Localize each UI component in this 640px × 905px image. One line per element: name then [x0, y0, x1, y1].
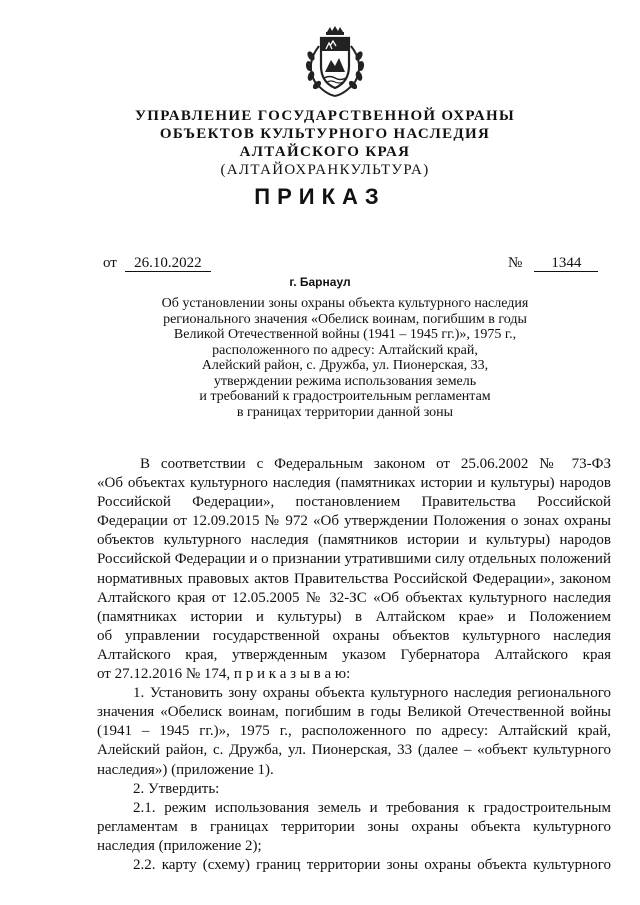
order-title [150, 296, 540, 420]
organization-name-line: ОБЪЕКТОВ КУЛЬТУРНОГО НАСЛЕДИЯ [159, 126, 491, 142]
body-text-line: «Об объектах культурного наследия (памятниках истории и культуры) народов [97, 475, 611, 492]
number-prefix: № [508, 255, 523, 271]
body-text-line: 2.2. карту (схему) границ территории зоны охраны объекта культурного [133, 856, 611, 873]
body-text-line: наследия (приложение 2); [97, 837, 262, 854]
title-line: и требований к градостроительным регламентам [199, 389, 491, 404]
order-number [508, 255, 598, 272]
body-text-line: Алейский район, с. Дружба, ул. Пионерская, 33 (далее – «объект культурного [97, 742, 611, 759]
title-line: Великой Отечественной войны (1941 – 1945 гг.)», 1975 г., [173, 327, 517, 342]
city: г. Барнаул [289, 275, 351, 289]
body-text-line: нормативных правовых актов Правительства Российской Федерации», законом [97, 570, 611, 587]
coat-of-arms-icon [297, 24, 373, 100]
date-prefix: от [103, 255, 117, 271]
body-text-line: Алтайского края, утвержденным указом Губернатора Алтайского края [97, 646, 611, 663]
organization-name-line: УПРАВЛЕНИЕ ГОСУДАРСТВЕННОЙ ОХРАНЫ [134, 108, 516, 124]
body-text-line: Федерации от 12.09.2015 № 972 «Об утверждении Положения о зонах охраны [97, 513, 611, 530]
order-body [97, 455, 611, 875]
document-type: ПРИКАЗ [254, 184, 386, 209]
organization-header [60, 107, 590, 179]
body-text-line: (памятниках истории и культуры) в Алтайском крае» и Положением [97, 608, 611, 625]
organization-name-line: АЛТАЙСКОГО КРАЯ [239, 144, 411, 160]
title-line: регионального значения «Обелиск воинам, погибшим в годы [163, 311, 527, 327]
body-text-line: (1941 – 1945 гг.)», 1975 г., расположенного по адресу: Алтайский край, [97, 723, 611, 740]
title-line: Об установлении зоны охраны объекта культурного наследия [161, 296, 529, 311]
body-text-line: наследия») (приложение 1). [97, 761, 274, 778]
body-text-line: 2.1. режим использования земель и требования к градостроительным [133, 799, 611, 816]
organization-short-name: (АЛТАЙОХРАНКУЛЬТУРА) [220, 162, 430, 178]
order-date [103, 255, 211, 272]
title-line: утверждении режима использования земель [213, 373, 477, 389]
title-line: расположенного по адресу: Алтайский край, [212, 342, 478, 358]
body-text-line: регламентам в границах территории зоны охраны объекта культурного [97, 818, 611, 835]
body-text-line: 1. Установить зону охраны объекта культурного наследия регионального [133, 685, 611, 702]
body-text-line: объектов культурного наследия (памятников истории и культуры) народов [97, 532, 611, 549]
title-line: Алейский район, с. Дружба, ул. Пионерская, 33, [201, 358, 489, 373]
body-text-line: об управлении государственной охраны объектов культурного наследия [97, 627, 611, 644]
body-text-line: значения «Обелиск воинам, погибшим в годы Великой Отечественной войны [97, 704, 611, 721]
body-text-line: Российской Федерации и о признании утратившими силу отдельных положений [97, 551, 611, 568]
body-text-line: от 27.12.2016 № 174, п р и к а з ы в а ю: [97, 666, 351, 683]
date-value: 26.10.2022 [125, 255, 211, 272]
body-text-line: Алтайского края от 12.05.2005 № 32-ЗС «Об объектах культурного наследия [97, 589, 611, 606]
body-text-line: 2. Утвердить: [133, 780, 220, 797]
body-text-line: Российской Федерации», постановлением Правительства Российской [97, 494, 611, 511]
body-text-line: В соответствии с Федеральным законом от 25.06.2002 № 73-ФЗ [140, 456, 611, 472]
number-value: 1344 [534, 255, 598, 272]
title-line: в границах территории данной зоны [236, 404, 454, 420]
